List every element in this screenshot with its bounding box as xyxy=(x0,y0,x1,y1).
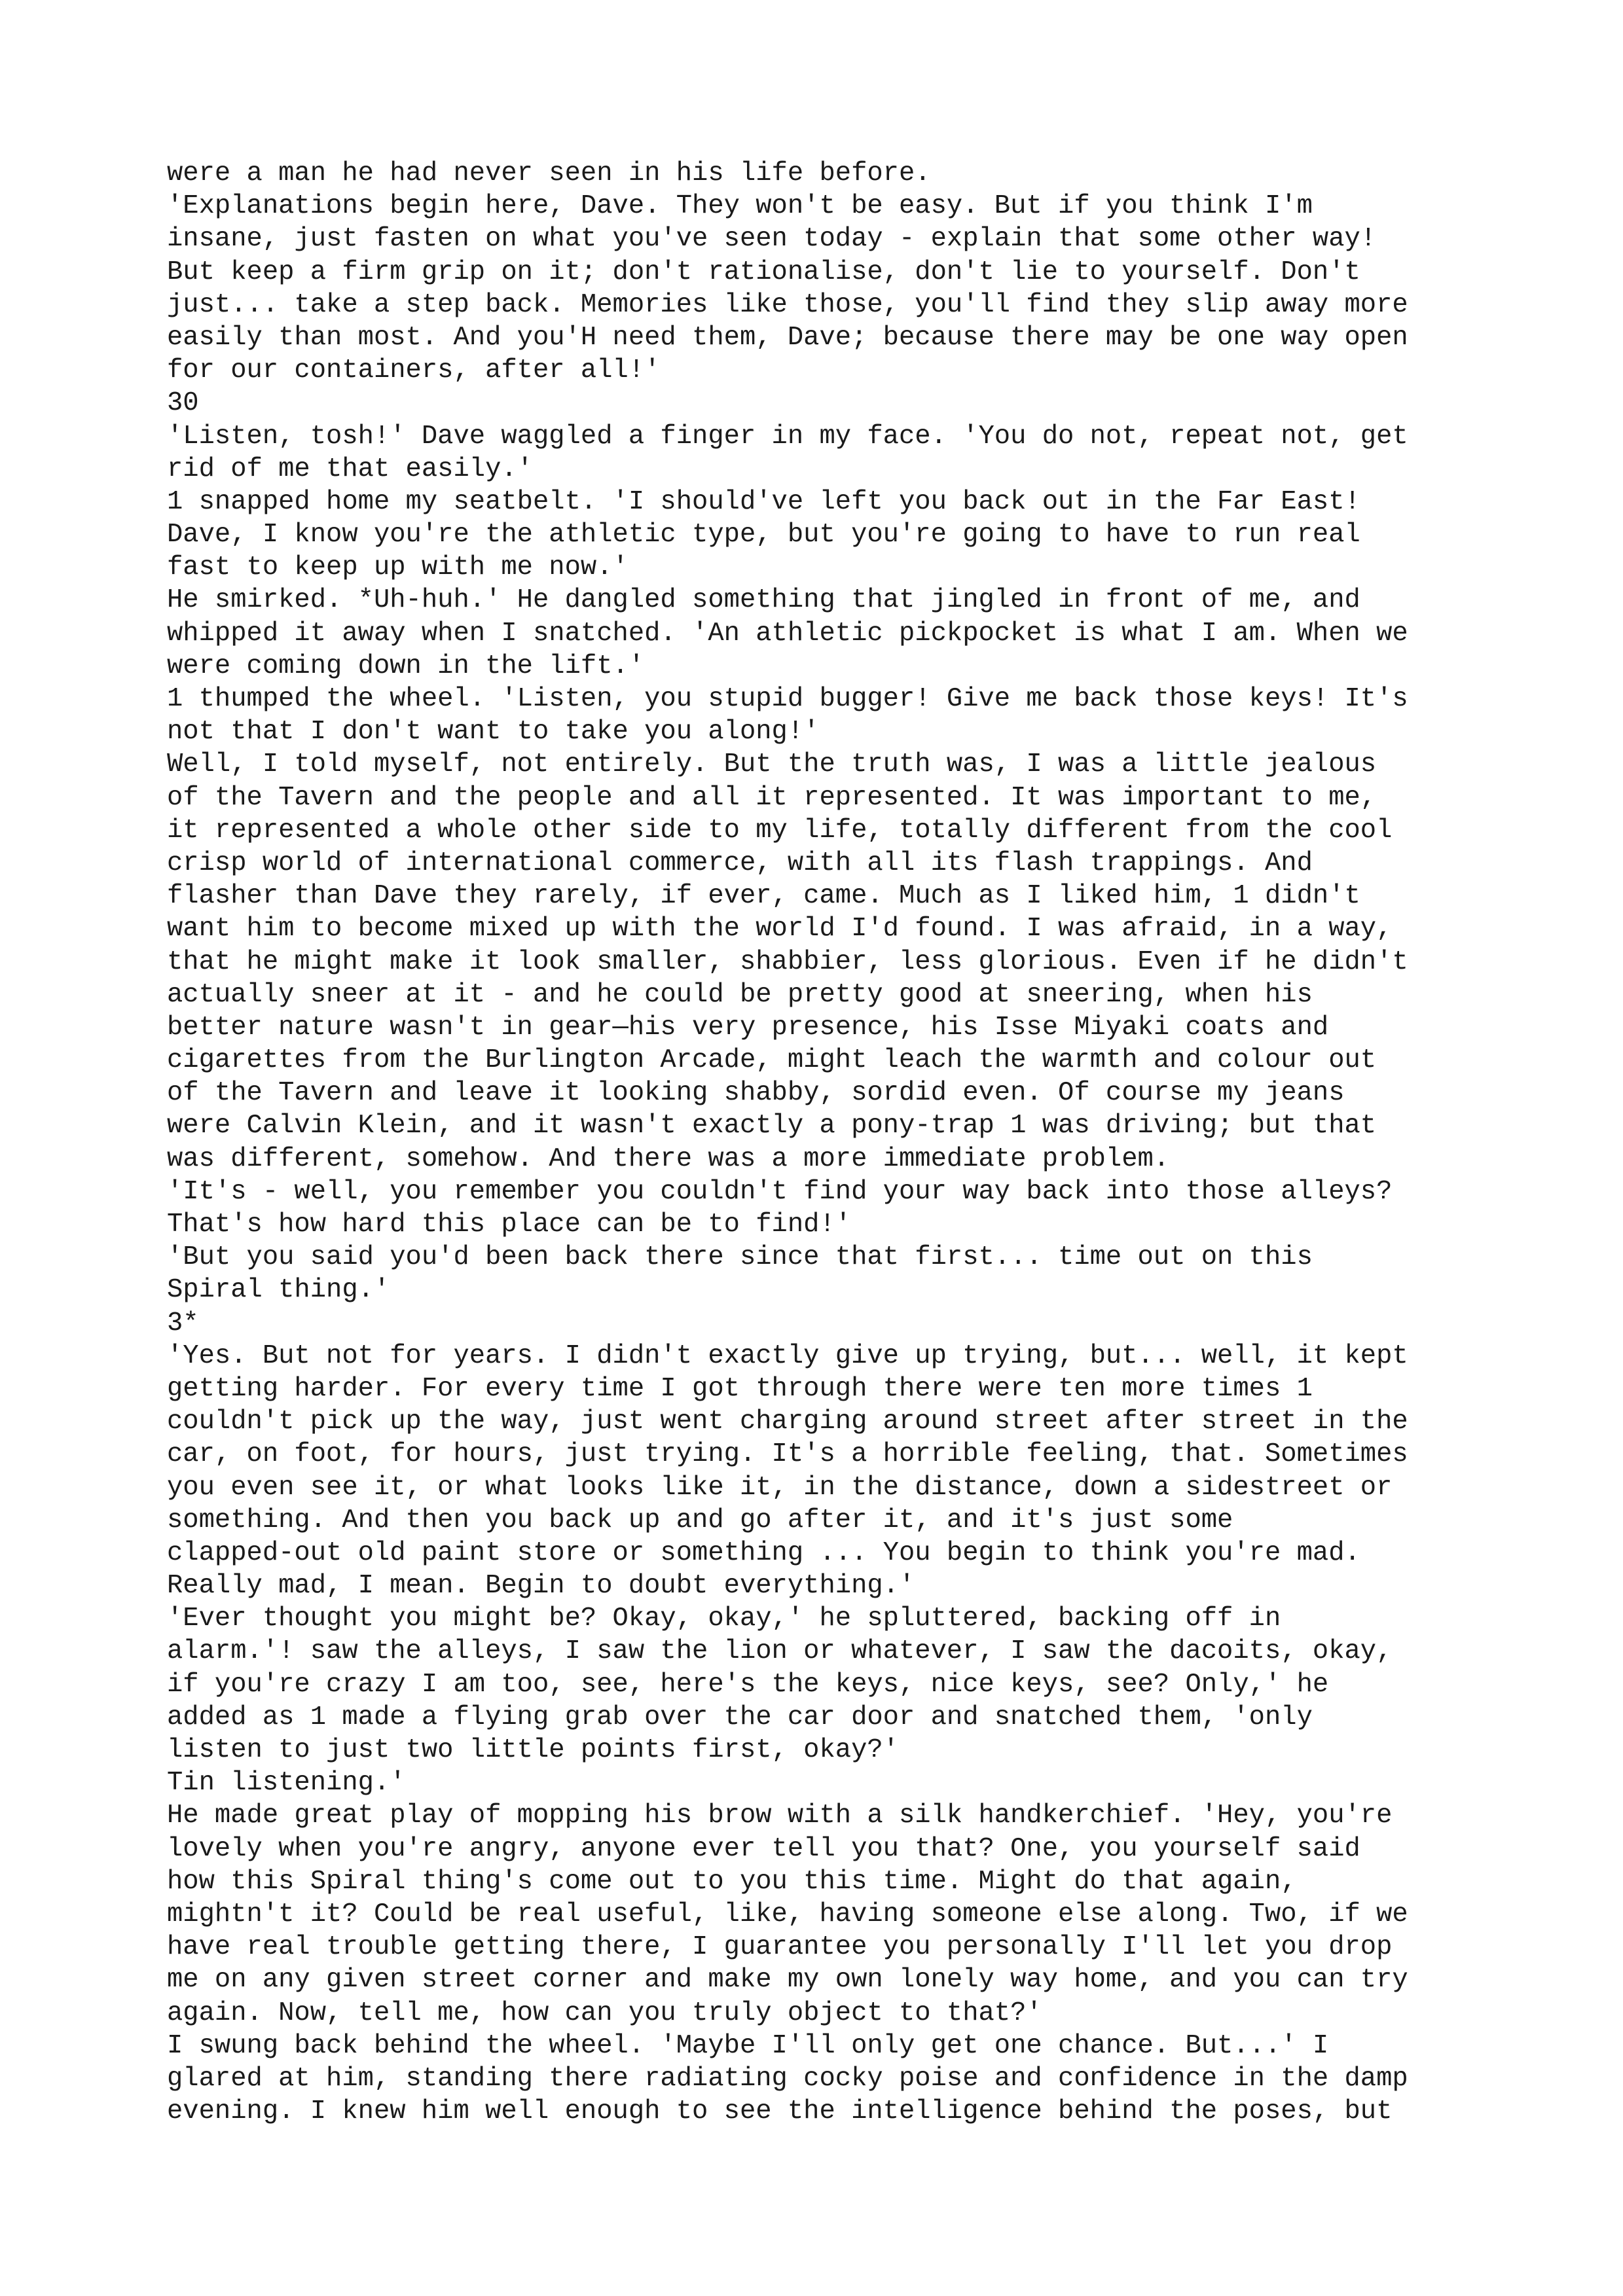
text-line: 30 xyxy=(167,388,199,419)
text-line: 'Ever thought you might be? Okay, okay,' he spluttered, backing off in xyxy=(167,1604,1281,1634)
text-line: if you're crazy I am too, see, here's the keys, nice keys, see? Only,' he xyxy=(167,1669,1329,1700)
text-line: was different, somehow. And there was a more immediate problem. xyxy=(167,1143,1170,1174)
text-line: lovely when you're angry, anyone ever tell you that? One, you yourself said xyxy=(167,1833,1360,1864)
text-line: that he might make it look smaller, shabbier, less glorious. Even if he didn't xyxy=(167,946,1408,977)
text-line: listen to just two little points first, okay?' xyxy=(167,1735,899,1765)
text-line: alarm.'! saw the alleys, I saw the lion or whatever, I saw the dacoits, okay, xyxy=(167,1636,1393,1667)
text-line: fast to keep up with me now.' xyxy=(167,552,629,583)
text-line: were coming down in the lift.' xyxy=(167,651,645,681)
text-line: 'Yes. But not for years. I didn't exactly give up trying, but... well, it kept xyxy=(167,1340,1408,1371)
text-line: crisp world of international commerce, with all its flash trappings. And xyxy=(167,848,1313,878)
text-line: it represented a whole other side to my life, totally different from the cool xyxy=(167,815,1393,846)
text-line: you even see it, or what looks like it, in the distance, down a sidestreet or xyxy=(167,1472,1393,1503)
text-line: 1 snapped home my seatbelt. 'I should've left you back out in the Far East! xyxy=(167,486,1360,517)
text-line: cigarettes from the Burlington Arcade, might leach the warmth and colour out xyxy=(167,1045,1377,1076)
text-line: Spiral thing.' xyxy=(167,1275,390,1306)
text-line: But keep a firm grip on it; don't rationalise, don't lie to yourself. Don't xyxy=(167,257,1360,287)
text-line: Well, I told myself, not entirely. But the truth was, I was a little jealous xyxy=(167,749,1377,780)
text-line: mightn't it? Could be real useful, like, having someone else along. Two, if we xyxy=(167,1899,1408,1929)
text-line: He smirked. *Uh-huh.' He dangled something that jingled in front of me, and xyxy=(167,585,1360,616)
text-line: clapped-out old paint store or something ... You begin to think you're mad. xyxy=(167,1537,1360,1568)
text-line: again. Now, tell me, how can you truly object to that?' xyxy=(167,1998,1042,2028)
text-line: car, on foot, for hours, just trying. It's a horrible feeling, that. Sometimes xyxy=(167,1439,1408,1470)
text-line: flasher than Dave they rarely, if ever, came. Much as I liked him, 1 didn't xyxy=(167,881,1360,912)
text-line: insane, just fasten on what you've seen today - explain that some other way! xyxy=(167,224,1377,255)
text-line: 'It's - well, you remember you couldn't find your way back into those alleys? xyxy=(167,1176,1393,1207)
text-line: couldn't pick up the way, just went charging around street after street in the xyxy=(167,1407,1408,1437)
text-line: He made great play of mopping his brow with a silk handkerchief. 'Hey, you're xyxy=(167,1801,1393,1831)
text-line: added as 1 made a flying grab over the car door and snatched them, 'only xyxy=(167,1702,1313,1732)
text-line: 'But you said you'd been back there since that first... time out on this xyxy=(167,1242,1313,1273)
text-line: of the Tavern and the people and all it represented. It was important to me, xyxy=(167,782,1377,813)
text-line: 3* xyxy=(167,1308,199,1338)
text-line: better nature wasn't in gear—his very presence, his Isse Miyaki coats and xyxy=(167,1012,1329,1043)
text-line: not that I don't want to take you along!' xyxy=(167,717,820,747)
text-line: have real trouble getting there, I guarantee you personally I'll let you drop xyxy=(167,1932,1393,1963)
text-line: me on any given street corner and make my own lonely way home, and you can try xyxy=(167,1965,1408,1996)
text-line: I swung back behind the wheel. 'Maybe I'll only get one chance. But...' I xyxy=(167,2030,1329,2061)
text-line: 'Explanations begin here, Dave. They won't be easy. But if you think I'm xyxy=(167,191,1313,222)
text-line: Really mad, I mean. Begin to doubt everything.' xyxy=(167,1571,915,1602)
text-line: of the Tavern and leave it looking shabby, sordid even. Of course my jeans xyxy=(167,1078,1345,1109)
text-line: 'Listen, tosh!' Dave waggled a finger in my face. 'You do not, repeat not, get xyxy=(167,421,1408,452)
text-line: evening. I knew him well enough to see the intelligence behind the poses, but xyxy=(167,2096,1393,2127)
text-line: actually sneer at it - and he could be pretty good at sneering, when his xyxy=(167,979,1313,1010)
text-line: just... take a step back. Memories like those, you'll find they slip away more xyxy=(167,289,1408,320)
text-line: 1 thumped the wheel. 'Listen, you stupid bugger! Give me back those keys! It's xyxy=(167,684,1408,714)
text-line: getting harder. For every time I got through there were ten more times 1 xyxy=(167,1373,1313,1404)
text-line: how this Spiral thing's come out to you this time. Might do that again, xyxy=(167,1866,1297,1897)
text-line: Tin listening.' xyxy=(167,1768,406,1799)
text-line: were Calvin Klein, and it wasn't exactly a pony-trap 1 was driving; but that xyxy=(167,1111,1377,1141)
text-line: for our containers, after all!' xyxy=(167,355,661,386)
text-line: were a man he had never seen in his life before. xyxy=(167,158,931,188)
text-line: glared at him, standing there radiating cocky poise and confidence in the damp xyxy=(167,2063,1408,2094)
text-line: want him to become mixed up with the world I'd found. I was afraid, in a way, xyxy=(167,914,1393,944)
text-line: rid of me that easily.' xyxy=(167,454,533,484)
text-line: That's how hard this place can be to find!' xyxy=(167,1210,852,1240)
text-line: whipped it away when I snatched. 'An athletic pickpocket is what I am. When we xyxy=(167,618,1408,649)
text-line: easily than most. And you'H need them, Dave; because there may be one way open xyxy=(167,322,1408,353)
text-line: something. And then you back up and go after it, and it's just some xyxy=(167,1505,1233,1535)
body-text xyxy=(167,157,1476,2128)
text-line: Dave, I know you're the athletic type, but you're going to have to run real xyxy=(167,520,1360,550)
